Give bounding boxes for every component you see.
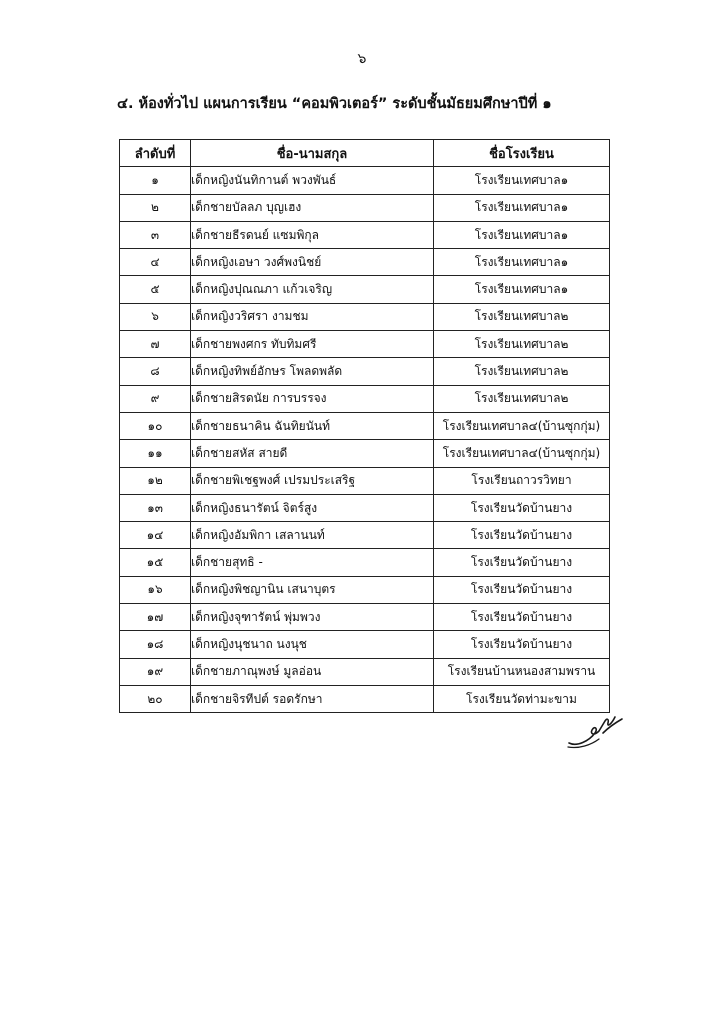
student-name: เด็กชายสิรดนัย การบรรจง (191, 385, 434, 412)
row-number: ๑๐ (120, 412, 191, 439)
school-name: โรงเรียนถาวรวิทยา (434, 467, 610, 494)
student-name: เด็กหญิงปุณณภา แก้วเจริญ (191, 276, 434, 303)
row-number: ๘ (120, 358, 191, 385)
school-name: โรงเรียนเทศบาล๒ (434, 385, 610, 412)
student-name: เด็กชายจิรทีปต์ รอดรักษา (191, 685, 434, 712)
student-name: เด็กหญิงจุฑารัตน์ พุ่มพวง (191, 604, 434, 631)
row-number: ๑๖ (120, 576, 191, 603)
student-name: เด็กชายภาณุพงษ์ มูลอ่อน (191, 658, 434, 685)
page-number: ๖ (357, 51, 367, 67)
table-row (120, 194, 610, 221)
header-school: ชื่อโรงเรียน (434, 140, 610, 167)
row-number: ๑๗ (120, 604, 191, 631)
school-name: โรงเรียนเทศบาล๒ (434, 303, 610, 330)
row-number: ๑๙ (120, 658, 191, 685)
school-name: โรงเรียนบ้านหนองสามพราน (434, 658, 610, 685)
table-row (120, 249, 610, 276)
school-name: โรงเรียนเทศบาล๔(บ้านซุกกุ่ม) (434, 440, 610, 467)
school-name: โรงเรียนวัดบ้านยาง (434, 631, 610, 658)
school-name: โรงเรียนเทศบาล๔(บ้านซุกกุ่ม) (434, 412, 610, 439)
student-name: เด็กชายธีรดนย์ แซมพิกุล (191, 221, 434, 248)
table-row (120, 658, 610, 685)
table-row (120, 631, 610, 658)
school-name: โรงเรียนวัดท่ามะขาม (434, 685, 610, 712)
table-header-row (120, 140, 610, 167)
school-name: โรงเรียนเทศบาล๒ (434, 358, 610, 385)
signature-icon (565, 703, 625, 751)
table-row (120, 440, 610, 467)
row-number: ๗ (120, 331, 191, 358)
row-number: ๑๔ (120, 522, 191, 549)
student-name: เด็กชายพิเชฐพงศ์ เปรมประเสริฐ (191, 467, 434, 494)
school-name: โรงเรียนเทศบาล๒ (434, 331, 610, 358)
school-name: โรงเรียนเทศบาล๑ (434, 276, 610, 303)
student-name: เด็กชายพงศกร ทับทิมศรี (191, 331, 434, 358)
school-name: โรงเรียนเทศบาล๑ (434, 194, 610, 221)
row-number: ๑๓ (120, 494, 191, 521)
student-name: เด็กหญิงพิชญานิน เสนาบุตร (191, 576, 434, 603)
row-number: ๑๘ (120, 631, 191, 658)
table-row (120, 167, 610, 194)
table-row (120, 494, 610, 521)
table-row (120, 576, 610, 603)
student-name: เด็กหญิงนันทิกานต์ พวงพันธ์ (191, 167, 434, 194)
school-name: โรงเรียนเทศบาล๑ (434, 167, 610, 194)
table-row (120, 549, 610, 576)
section-heading: ๔. ห้องทั่วไป แผนการเรียน “คอมพิวเตอร์” ระดับชั้นมัธยมศึกษาปีที่ ๑ (117, 96, 552, 112)
row-number: ๑๑ (120, 440, 191, 467)
row-number: ๒ (120, 194, 191, 221)
student-roster-table (119, 139, 610, 713)
row-number: ๑ (120, 167, 191, 194)
table-row (120, 221, 610, 248)
table-row (120, 412, 610, 439)
school-name: โรงเรียนวัดบ้านยาง (434, 604, 610, 631)
school-name: โรงเรียนวัดบ้านยาง (434, 494, 610, 521)
table-row (120, 604, 610, 631)
header-number: ลำดับที่ (120, 140, 191, 167)
student-name: เด็กหญิงนุชนาถ นงนุช (191, 631, 434, 658)
table-row (120, 331, 610, 358)
student-name: เด็กชายธนาคิน ฉันทิยนันท์ (191, 412, 434, 439)
school-name: โรงเรียนเทศบาล๑ (434, 221, 610, 248)
row-number: ๑๒ (120, 467, 191, 494)
row-number: ๓ (120, 221, 191, 248)
student-name: เด็กหญิงวริศรา งามชม (191, 303, 434, 330)
student-name: เด็กหญิงเอษา วงศ์พงนิชย์ (191, 249, 434, 276)
student-name: เด็กหญิงทิพย์อักษร โพลดพลัด (191, 358, 434, 385)
table-row (120, 358, 610, 385)
table-row (120, 685, 610, 712)
table-row (120, 385, 610, 412)
row-number: ๔ (120, 249, 191, 276)
student-name: เด็กชายสหัส สายดี (191, 440, 434, 467)
row-number: ๕ (120, 276, 191, 303)
row-number: ๙ (120, 385, 191, 412)
table-row (120, 276, 610, 303)
header-name: ชื่อ-นามสกุล (191, 140, 434, 167)
row-number: ๖ (120, 303, 191, 330)
student-name: เด็กชายบัลลภ บุญเฮง (191, 194, 434, 221)
student-name: เด็กหญิงธนารัตน์ จิตร์สูง (191, 494, 434, 521)
table-row (120, 522, 610, 549)
table-row (120, 303, 610, 330)
student-name: เด็กชายสุทธิ - (191, 549, 434, 576)
school-name: โรงเรียนวัดบ้านยาง (434, 549, 610, 576)
row-number: ๒๐ (120, 685, 191, 712)
table-row (120, 467, 610, 494)
school-name: โรงเรียนวัดบ้านยาง (434, 522, 610, 549)
school-name: โรงเรียนวัดบ้านยาง (434, 576, 610, 603)
row-number: ๑๕ (120, 549, 191, 576)
school-name: โรงเรียนเทศบาล๑ (434, 249, 610, 276)
student-name: เด็กหญิงอัมพิกา เสลานนท์ (191, 522, 434, 549)
